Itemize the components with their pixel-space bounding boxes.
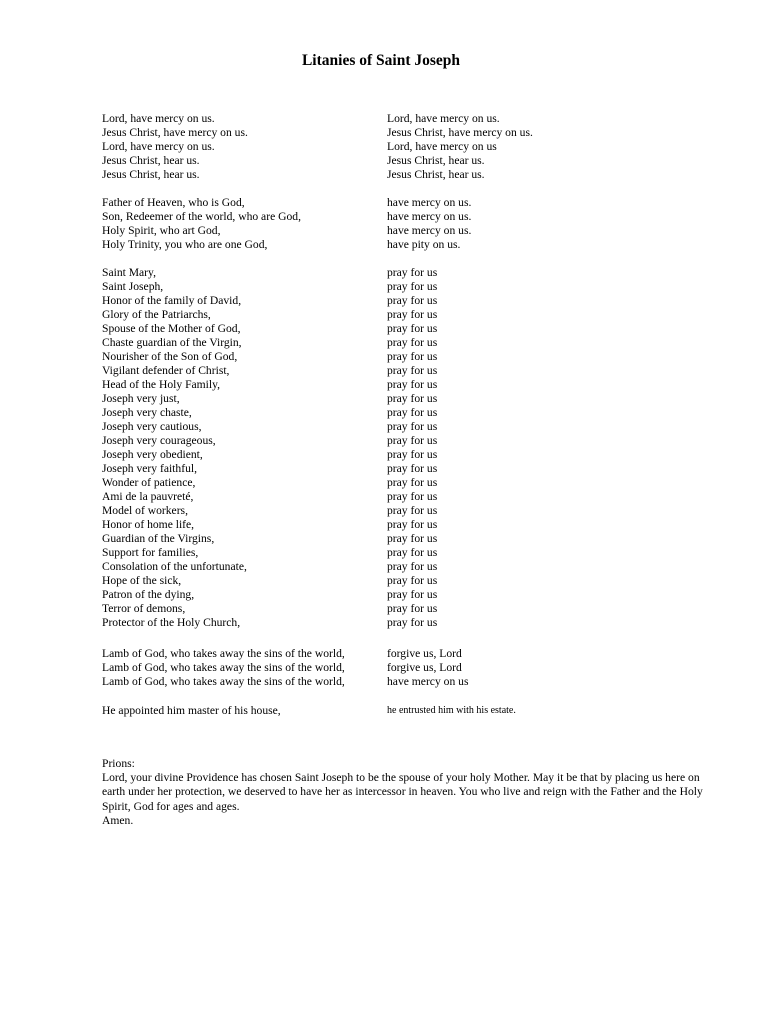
invocation: Consolation of the unfortunate,	[102, 560, 247, 573]
invocation: Glory of the Patriarchs,	[102, 308, 211, 321]
invocation: Holy Spirit, who art God,	[102, 224, 221, 237]
response: Jesus Christ, hear us.	[387, 168, 485, 181]
invocation: Patron of the dying,	[102, 588, 195, 601]
litany-row	[102, 546, 722, 560]
litany-row	[102, 504, 722, 518]
response: pray for us	[387, 350, 438, 363]
response: pray for us	[387, 560, 438, 573]
invocation: Father of Heaven, who is God,	[102, 196, 245, 209]
litany-row	[102, 322, 722, 336]
invocation: Joseph very just,	[102, 392, 180, 405]
litany-row	[102, 266, 722, 280]
response: Jesus Christ, have mercy on us.	[387, 126, 533, 139]
response: pray for us	[387, 378, 438, 391]
invocation: Terror of demons,	[102, 602, 186, 615]
invocation: Chaste guardian of the Virgin,	[102, 336, 242, 349]
response: pray for us	[387, 406, 438, 419]
invocation: Guardian of the Virgins,	[102, 532, 215, 545]
litany-section-versicle	[102, 704, 722, 718]
invocation: Jesus Christ, hear us.	[102, 168, 200, 181]
litany-row	[102, 224, 722, 238]
invocation: Honor of home life,	[102, 518, 195, 531]
response: pray for us	[387, 434, 438, 447]
response: pray for us	[387, 532, 438, 545]
litany-row	[102, 294, 722, 308]
invocation: Hope of the sick,	[102, 574, 182, 587]
response: pray for us	[387, 308, 438, 321]
invocation: Lord, have mercy on us.	[102, 140, 215, 153]
response: forgive us, Lord	[387, 661, 462, 674]
response: pray for us	[387, 336, 438, 349]
invocation: Honor of the family of David,	[102, 294, 242, 307]
response: pray for us	[387, 266, 438, 279]
invocation: He appointed him master of his house,	[102, 704, 281, 717]
litany-row	[102, 112, 722, 126]
invocation: Lamb of God, who takes away the sins of the world,	[102, 661, 345, 674]
litany-row	[102, 462, 722, 476]
litany-row	[102, 392, 722, 406]
litany-row	[102, 476, 722, 490]
litany-row	[102, 420, 722, 434]
invocation: Lord, have mercy on us.	[102, 112, 215, 125]
response: pray for us	[387, 364, 438, 377]
litany-row	[102, 336, 722, 350]
response: pray for us	[387, 504, 438, 517]
response: pray for us	[387, 616, 438, 629]
litany-row	[102, 574, 722, 588]
response: pray for us	[387, 588, 438, 601]
response: have mercy on us.	[387, 210, 472, 223]
response: pray for us	[387, 518, 438, 531]
litany-row	[102, 434, 722, 448]
response: pray for us	[387, 280, 438, 293]
page-title: Litanies of Saint Joseph	[301, 52, 461, 69]
invocation: Ami de la pauvreté,	[102, 490, 194, 503]
litany-row	[102, 308, 722, 322]
invocation: Model of workers,	[102, 504, 188, 517]
litany-row	[102, 140, 722, 154]
response: have mercy on us	[387, 675, 469, 688]
invocation: Holy Trinity, you who are one God,	[102, 238, 268, 251]
litany-row	[102, 126, 722, 140]
response: pray for us	[387, 420, 438, 433]
invocation: Lamb of God, who takes away the sins of the world,	[102, 675, 345, 688]
response: pray for us	[387, 392, 438, 405]
response: he entrusted him with his estate.	[387, 705, 516, 716]
litany-section-kyrie	[102, 112, 722, 182]
litany-section-trinity	[102, 196, 722, 252]
invocation: Joseph very obedient,	[102, 448, 203, 461]
response: Jesus Christ, hear us.	[387, 154, 485, 167]
invocation: Jesus Christ, have mercy on us.	[102, 126, 248, 139]
prayer-heading: Prions:	[102, 757, 135, 770]
litany-row	[102, 364, 722, 378]
response: pray for us	[387, 448, 438, 461]
invocation: Wonder of patience,	[102, 476, 196, 489]
invocation: Protector of the Holy Church,	[102, 616, 241, 629]
litany-row	[102, 168, 722, 182]
response: pray for us	[387, 294, 438, 307]
litany-row	[102, 490, 722, 504]
response: pray for us	[387, 462, 438, 475]
response: pray for us	[387, 574, 438, 587]
litany-row	[102, 647, 722, 661]
litany-row	[102, 675, 722, 689]
response: have pity on us.	[387, 238, 461, 251]
litany-row	[102, 602, 722, 616]
litany-row	[102, 518, 722, 532]
response: Lord, have mercy on us.	[387, 112, 500, 125]
invocation: Support for families,	[102, 546, 199, 559]
invocation: Lamb of God, who takes away the sins of the world,	[102, 647, 345, 660]
litany-row	[102, 238, 722, 252]
closing-prayer	[102, 757, 717, 828]
response: Lord, have mercy on us	[387, 140, 497, 153]
invocation: Joseph very courageous,	[102, 434, 216, 447]
response: pray for us	[387, 476, 438, 489]
litany-row	[102, 704, 722, 718]
litany-row	[102, 154, 722, 168]
response: pray for us	[387, 602, 438, 615]
litany-row	[102, 196, 722, 210]
litany-row	[102, 616, 722, 630]
invocation: Joseph very chaste,	[102, 406, 192, 419]
litany-row	[102, 350, 722, 364]
litany-row	[102, 560, 722, 574]
prayer-text: Lord, your divine Providence has chosen Saint Joseph to be the spouse of your holy Mother. May it be that by placing us here on earth under her protection, we deserved to have her as intercessor in heaven. You who live and reign with the Father and the Holy Spirit, God for ages and ages.	[102, 771, 703, 813]
response: pray for us	[387, 322, 438, 335]
response: have mercy on us.	[387, 224, 472, 237]
litany-row	[102, 378, 722, 392]
invocation: Son, Redeemer of the world, who are God,	[102, 210, 301, 223]
invocation: Saint Joseph,	[102, 280, 164, 293]
litany-row	[102, 280, 722, 294]
invocation: Saint Mary,	[102, 266, 156, 279]
invocation: Head of the Holy Family,	[102, 378, 221, 391]
response: pray for us	[387, 546, 438, 559]
invocation: Joseph very cautious,	[102, 420, 202, 433]
response: have mercy on us.	[387, 196, 472, 209]
invocation: Vigilant defender of Christ,	[102, 364, 230, 377]
litany-row	[102, 448, 722, 462]
invocation: Joseph very faithful,	[102, 462, 197, 475]
litany-section-invocations	[102, 266, 722, 630]
litany-row	[102, 588, 722, 602]
litany-row	[102, 532, 722, 546]
litany-row	[102, 406, 722, 420]
litany-row	[102, 210, 722, 224]
prayer-amen: Amen.	[102, 813, 134, 827]
litany-row	[102, 661, 722, 675]
response: pray for us	[387, 490, 438, 503]
invocation: Nourisher of the Son of God,	[102, 350, 238, 363]
litany-section-agnus-dei	[102, 647, 722, 689]
invocation: Spouse of the Mother of God,	[102, 322, 241, 335]
response: forgive us, Lord	[387, 647, 462, 660]
invocation: Jesus Christ, hear us.	[102, 154, 200, 167]
